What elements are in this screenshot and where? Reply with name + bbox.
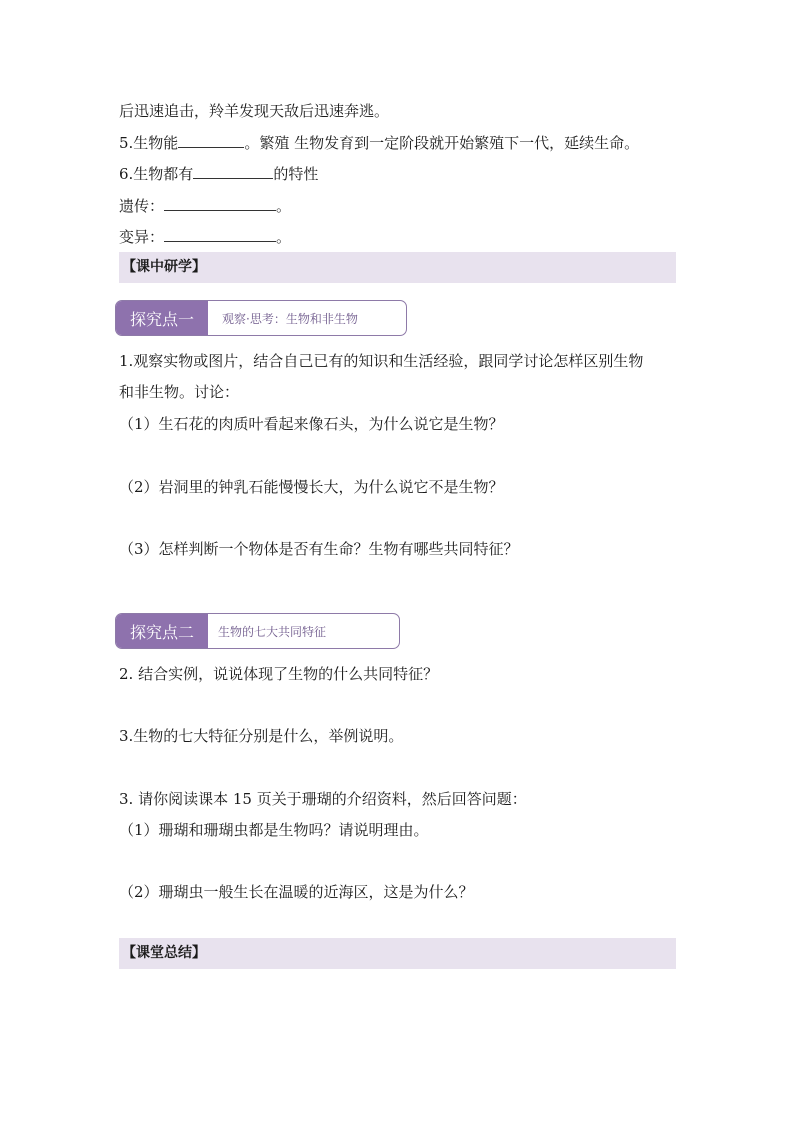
- heredity-line: [119, 196, 291, 216]
- item6-prefix: 6.生物都有: [119, 165, 194, 183]
- inquiry2-sub1: （1）珊瑚和珊瑚虫都是生物吗？请说明理由。: [119, 821, 429, 839]
- inquiry2-q2: 2. 结合实例，说说体现了生物的什么共同特征？: [119, 665, 439, 683]
- inquiry1-sub3: （3）怎样判断一个物体是否有生命？生物有哪些共同特征？: [119, 540, 519, 558]
- item5-blank: [178, 133, 244, 148]
- heredity-label: 遗传：: [119, 197, 165, 215]
- inquiry1-q1-line2: 和非生物。讨论：: [119, 383, 240, 401]
- item5-suffix: 。繁殖 生物发育到一定阶段就开始繁殖下一代，延续生命。: [244, 134, 640, 152]
- inquiry1-tag: [115, 300, 407, 336]
- variation-blank: [164, 227, 276, 242]
- section-in-class-bar: 【课中研学】: [119, 252, 676, 283]
- inquiry2-topic: 生物的七大共同特征: [218, 624, 327, 639]
- heredity-period: 。: [276, 197, 292, 215]
- variation-line: [119, 227, 291, 247]
- inquiry2-q3b: 3. 请你阅读课本 15 页关于珊瑚的介绍资料，然后回答问题：: [119, 790, 527, 808]
- inquiry2-head: 探究点二: [116, 614, 208, 648]
- item6-blank: [193, 164, 273, 179]
- inquiry1-topic: 观察·思考：生物和非生物: [222, 311, 358, 326]
- item6-suffix: 的特性: [273, 165, 319, 183]
- inquiry2-q3a: 3.生物的七大特征分别是什么，举例说明。: [119, 727, 404, 745]
- inquiry1-sub1: （1）生石花的肉质叶看起来像石头，为什么说它是生物？: [119, 415, 504, 433]
- intro-item-5: [119, 133, 639, 153]
- inquiry2-sub2: （2）珊瑚虫一般生长在温暖的近海区，这是为什么？: [119, 883, 474, 901]
- inquiry1-q1-line1: 1.观察实物或图片，结合自己已有的知识和生活经验，跟同学讨论怎样区别生物: [119, 352, 644, 370]
- inquiry2-tag: [115, 613, 400, 649]
- variation-label: 变异：: [119, 228, 165, 246]
- intro-item-6: [119, 164, 318, 184]
- inquiry1-sub2: （2）岩洞里的钟乳石能慢慢长大，为什么说它不是生物？: [119, 478, 504, 496]
- heredity-blank: [164, 196, 276, 211]
- section-summary-bar: 【课堂总结】: [119, 938, 676, 969]
- intro-line-0: 后迅速追击，羚羊发现天敌后迅速奔逃。: [119, 102, 390, 120]
- variation-period: 。: [276, 228, 292, 246]
- inquiry1-head: 探究点一: [116, 301, 208, 335]
- item5-prefix: 5.生物能: [119, 134, 179, 152]
